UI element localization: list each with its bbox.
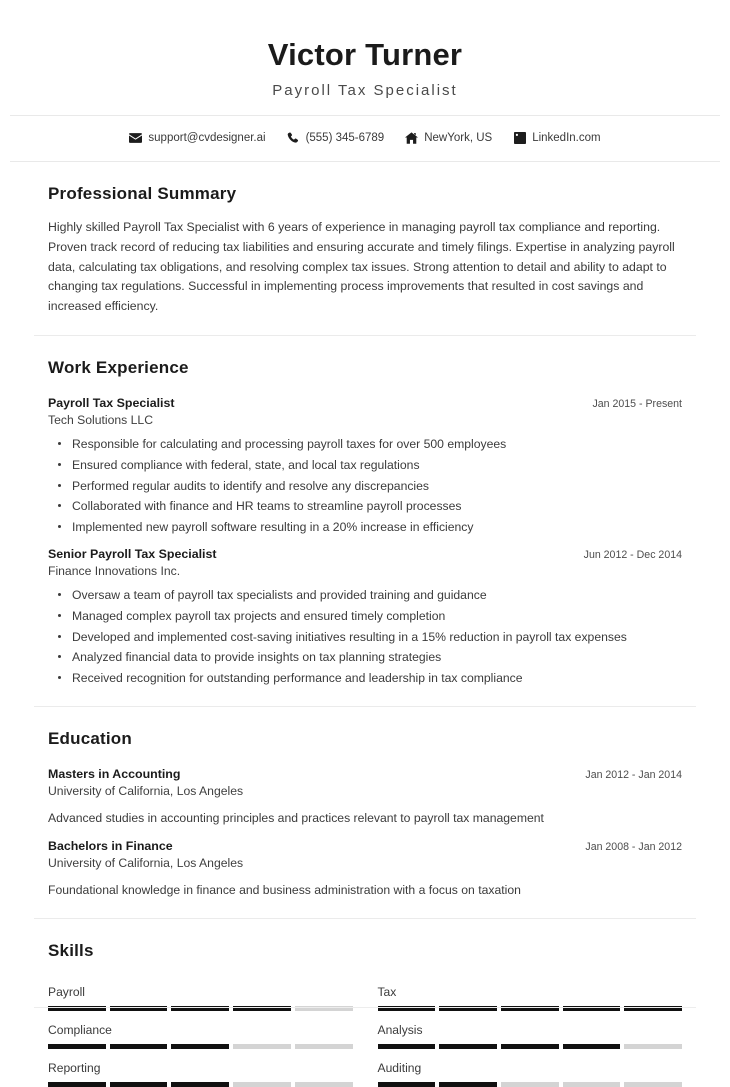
skill-name: Reporting (48, 1061, 101, 1076)
skill-segment (563, 1082, 621, 1087)
skill-name: Auditing (377, 1061, 422, 1076)
contact-linkedin[interactable] (513, 132, 600, 145)
entry-bullet: Collaborated with finance and HR teams to streamline payroll processes (48, 496, 682, 517)
entry-bullet-list (48, 585, 682, 688)
entry (48, 386, 682, 537)
entry (48, 757, 682, 829)
entry-bullet: Analyzed financial data to provide insights on tax planning strategies (48, 647, 682, 668)
skill-name: Tax (377, 985, 397, 1000)
phone-icon (287, 132, 300, 145)
education-entry-list (34, 749, 696, 900)
entry-header (48, 396, 682, 410)
contact-location[interactable] (405, 132, 492, 145)
entry-organization: University of California, Los Angeles (48, 784, 244, 799)
contact-phone-label: (555) 345-6789 (305, 132, 385, 145)
contact-location-label: NewYork, US (424, 132, 493, 145)
skill-item (378, 1011, 683, 1049)
section-education (34, 707, 696, 919)
entry-bullet-list (48, 434, 682, 537)
entry (48, 829, 682, 901)
entry-bullet: Responsible for calculating and processing payroll taxes for over 500 employees (48, 434, 682, 455)
skills-grid (34, 961, 696, 1087)
skill-segment (624, 1082, 682, 1087)
section-skills (34, 919, 696, 1087)
contact-bar (0, 116, 730, 161)
linkedin-icon (513, 132, 526, 145)
section-title-education: Education (48, 729, 132, 749)
entry-date-range: Jan 2012 - Jan 2014 (585, 769, 682, 782)
section-title-skills: Skills (48, 941, 94, 961)
skill-segment (501, 1082, 559, 1087)
entry-bullet: Performed regular audits to identify and resolve any discrepancies (48, 476, 682, 497)
skill-item (48, 1011, 353, 1049)
section-professional-summary (34, 162, 696, 337)
entry-role: Bachelors in Finance (48, 838, 173, 853)
summary-text: Highly skilled Payroll Tax Specialist with 6 years of experience in managing payroll tax compliance and reporting. Proven track record of reducing tax liabilities and ensuring accurate and timely filings. Expertise in analyzing payroll data, calculating tax obligations, and resolving complex tax issues. Strong attention to detail and ability to adapt to changing tax regulations. Successful in implementing process improvements that resulted in cost savings and increased efficiency. (48, 219, 675, 314)
envelope-icon (129, 132, 142, 145)
contact-email[interactable] (129, 132, 265, 145)
entry-bullet: Implemented new payroll software resulting in a 20% increase in efficiency (48, 517, 682, 538)
resume-header (0, 0, 730, 115)
entry-header (48, 547, 682, 561)
entry-header (48, 839, 682, 853)
candidate-name: Victor Turner (267, 37, 463, 72)
skill-segment (378, 1082, 436, 1087)
entry-role: Senior Payroll Tax Specialist (48, 547, 217, 562)
experience-entry-list (34, 378, 696, 688)
entry-bullet: Managed complex payroll tax projects and ensured timely completion (48, 606, 682, 627)
section-work-experience (34, 336, 696, 707)
section-title-experience: Work Experience (48, 358, 189, 378)
entry-bullet: Ensured compliance with federal, state, and local tax regulations (48, 455, 682, 476)
skill-name: Analysis (377, 1023, 423, 1038)
entry-date-range: Jun 2012 - Dec 2014 (583, 549, 682, 562)
skill-name: Payroll (48, 985, 85, 1000)
skill-segment (110, 1082, 168, 1087)
skill-name: Compliance (48, 1023, 112, 1038)
skill-segment (295, 1082, 353, 1087)
home-icon (405, 132, 418, 145)
resume-body (0, 162, 730, 1087)
entry-organization: University of California, Los Angeles (48, 855, 244, 870)
skill-segment (233, 1082, 291, 1087)
section-divider-skills (34, 1007, 696, 1008)
skill-segment (171, 1082, 229, 1087)
entry-bullet: Oversaw a team of payroll tax specialists and provided training and guidance (48, 585, 682, 606)
skill-item (378, 973, 683, 1011)
entry (48, 537, 682, 688)
entry-date-range: Jan 2015 - Present (592, 398, 682, 411)
candidate-job-title: Payroll Tax Specialist (272, 81, 458, 99)
skill-segment (48, 1082, 106, 1087)
skill-item (48, 973, 353, 1011)
skill-item (378, 1049, 683, 1087)
contact-linkedin-label: LinkedIn.com (532, 132, 601, 145)
skill-item (48, 1049, 353, 1087)
skill-level-bar (48, 1082, 353, 1087)
entry-organization: Finance Innovations Inc. (48, 564, 181, 579)
entry-bullet: Received recognition for outstanding performance and leadership in tax compliance (48, 668, 682, 689)
entry-role: Payroll Tax Specialist (48, 396, 175, 411)
contact-phone[interactable] (287, 132, 385, 145)
skill-level-bar (378, 1082, 683, 1087)
entry-date-range: Jan 2008 - Jan 2012 (585, 840, 682, 853)
section-title-summary: Professional Summary (48, 183, 237, 203)
entry-organization: Tech Solutions LLC (48, 413, 154, 428)
entry-description: Advanced studies in accounting principles and practices relevant to payroll tax management (48, 811, 544, 826)
entry-role: Masters in Accounting (48, 767, 181, 782)
skill-segment (439, 1082, 497, 1087)
entry-description: Foundational knowledge in finance and business administration with a focus on taxation (48, 882, 521, 897)
contact-email-label: support@cvdesigner.ai (148, 132, 266, 145)
entry-header (48, 767, 682, 781)
entry-bullet: Developed and implemented cost-saving initiatives resulting in a 15% reduction in payroll tax expenses (48, 627, 682, 648)
